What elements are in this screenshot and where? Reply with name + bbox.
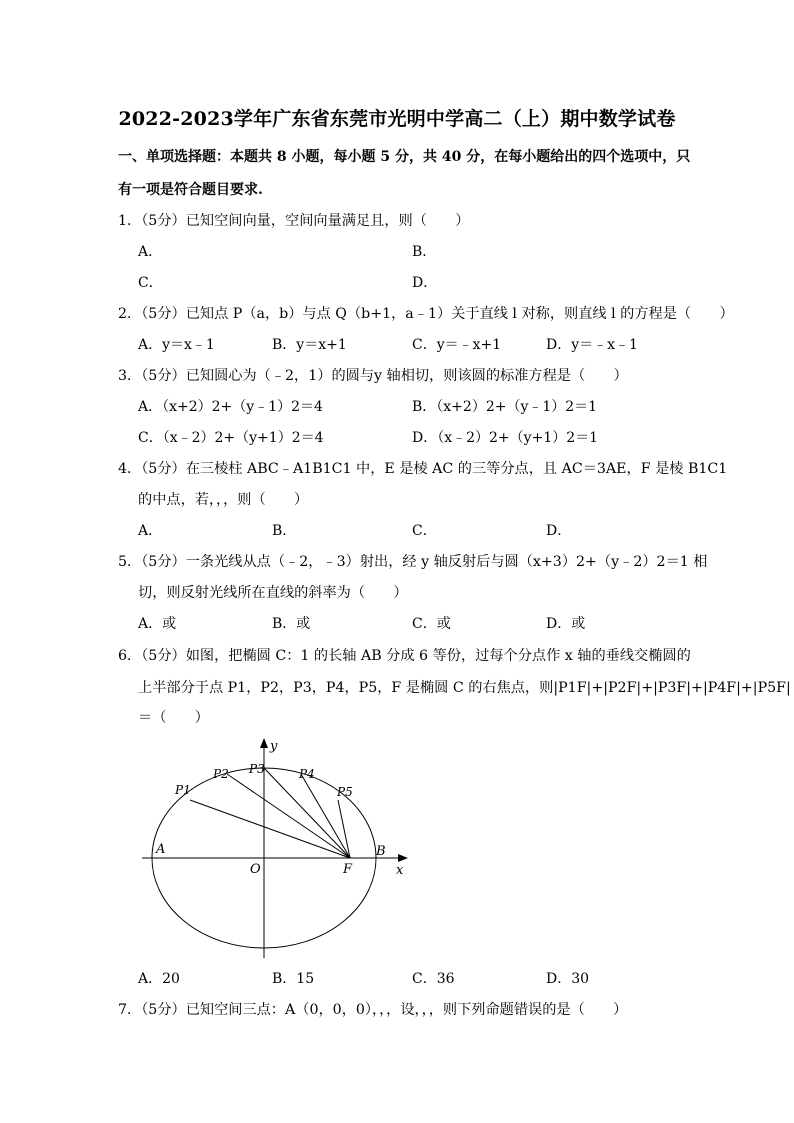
- question-6-option-d: D．30: [546, 971, 590, 987]
- question-5-option-b: B．或: [272, 616, 311, 632]
- question-6-stem-cont: 上半部分于点 P1，P2，P3，P4，P5，F 是椭圆 C 的右焦点，则|P1F|+|P2F|+|P3F|+|P4F|+|P5F|: [138, 680, 791, 696]
- question-2-option-b: B．y＝x+1: [272, 337, 347, 353]
- label-p1: P1: [175, 783, 191, 797]
- question-3-option-a: A．（x+2）2+（y﹣1）2＝4: [138, 399, 323, 415]
- label-y: y: [270, 739, 278, 754]
- label-x: x: [396, 863, 404, 878]
- question-5-stem-cont: 切，则反射光线所在直线的斜率为（ ）: [138, 585, 408, 601]
- question-6-stem-cont2: ＝（ ）: [138, 710, 209, 726]
- question-6-option-c: C．36: [412, 971, 455, 987]
- segment-p3-f: [264, 768, 350, 858]
- question-5-option-a: A．或: [138, 616, 177, 632]
- label-p3: P3: [249, 762, 265, 776]
- question-4-stem-cont: 的中点，若，，，则（ ）: [138, 492, 309, 508]
- question-7-stem: 7．（5分）已知空间三点：A（0，0，0），，，设，，，则下列命题错误的是（ ）: [118, 1002, 628, 1018]
- question-4-option-c: C．: [412, 523, 437, 539]
- question-6-option-b: B．15: [272, 971, 315, 987]
- question-1-option-d: D．: [412, 275, 438, 291]
- x-axis-arrow-icon: [398, 854, 408, 862]
- segment-p5-f: [338, 800, 350, 858]
- question-4-option-a: A．: [138, 523, 163, 539]
- question-1-option-c: C．: [138, 275, 163, 291]
- question-5-option-d: D．或: [546, 616, 586, 632]
- label-p2: P2: [213, 767, 229, 781]
- question-4-option-b: B．: [272, 523, 297, 539]
- question-3-option-b: B．（x+2）2+（y﹣1）2＝1: [412, 399, 598, 415]
- question-3-option-d: D．（x﹣2）2+（y+1）2＝1: [412, 430, 599, 446]
- question-1-stem: 1．（5分）已知空间向量，空间向量满足且，则（ ）: [118, 213, 470, 229]
- question-4-stem: 4．（5分）在三棱柱 ABC﹣A1B1C1 中，E 是棱 AC 的三等分点，且 AC＝3AE，F 是棱 B1C1: [118, 461, 728, 477]
- question-2-stem: 2．（5分）已知点 P（a，b）与点 Q（b+1，a﹣1）关于直线 l 对称，则直线 l 的方程是（ ）: [118, 306, 734, 322]
- question-3-option-c: C．（x﹣2）2+（y+1）2＝4: [138, 430, 324, 446]
- label-b: B: [376, 844, 386, 859]
- question-4-option-d: D．: [546, 523, 572, 539]
- question-2-option-c: C．y＝﹣x+1: [412, 337, 502, 353]
- question-2-option-a: A．y＝x﹣1: [138, 337, 215, 353]
- segment-p1-f: [190, 800, 350, 858]
- question-3-stem: 3．（5分）已知圆心为（﹣2，1）的圆与y 轴相切，则该圆的标准方程是（ ）: [118, 368, 628, 384]
- question-6-option-a: A．20: [138, 971, 180, 987]
- question-5-option-c: C．或: [412, 616, 451, 632]
- question-2-option-d: D．y＝﹣x﹣1: [546, 337, 638, 353]
- y-axis-arrow-icon: [260, 738, 268, 748]
- label-p4: P4: [299, 767, 315, 781]
- label-a: A: [156, 842, 166, 857]
- section-heading-line2: 有一项是符合题目要求.: [118, 182, 263, 198]
- label-p5: P5: [337, 785, 353, 799]
- question-6-stem: 6．（5分）如图，把椭圆 C：1 的长轴 AB 分成 6 等份，过每个分点作 x 轴的垂线交椭圆的: [118, 648, 691, 664]
- page-title: 2022-2023学年广东省东莞市光明中学高二（上）期中数学试卷: [118, 108, 676, 130]
- label-f: F: [343, 862, 353, 877]
- question-5-stem: 5．（5分）一条光线从点（﹣2，﹣3）射出，经 y 轴反射后与圆（x+3）2+（y﹣2）2＝1 相: [118, 554, 708, 570]
- ellipse-figure: [130, 730, 420, 960]
- question-1-option-b: B．: [412, 244, 437, 260]
- section-heading-line1: 一、单项选择题：本题共 8 小题，每小题 5 分，共 40 分，在每小题给出的四个选项中，只: [118, 149, 691, 165]
- label-o: O: [250, 862, 261, 877]
- question-1-option-a: A．: [138, 244, 163, 260]
